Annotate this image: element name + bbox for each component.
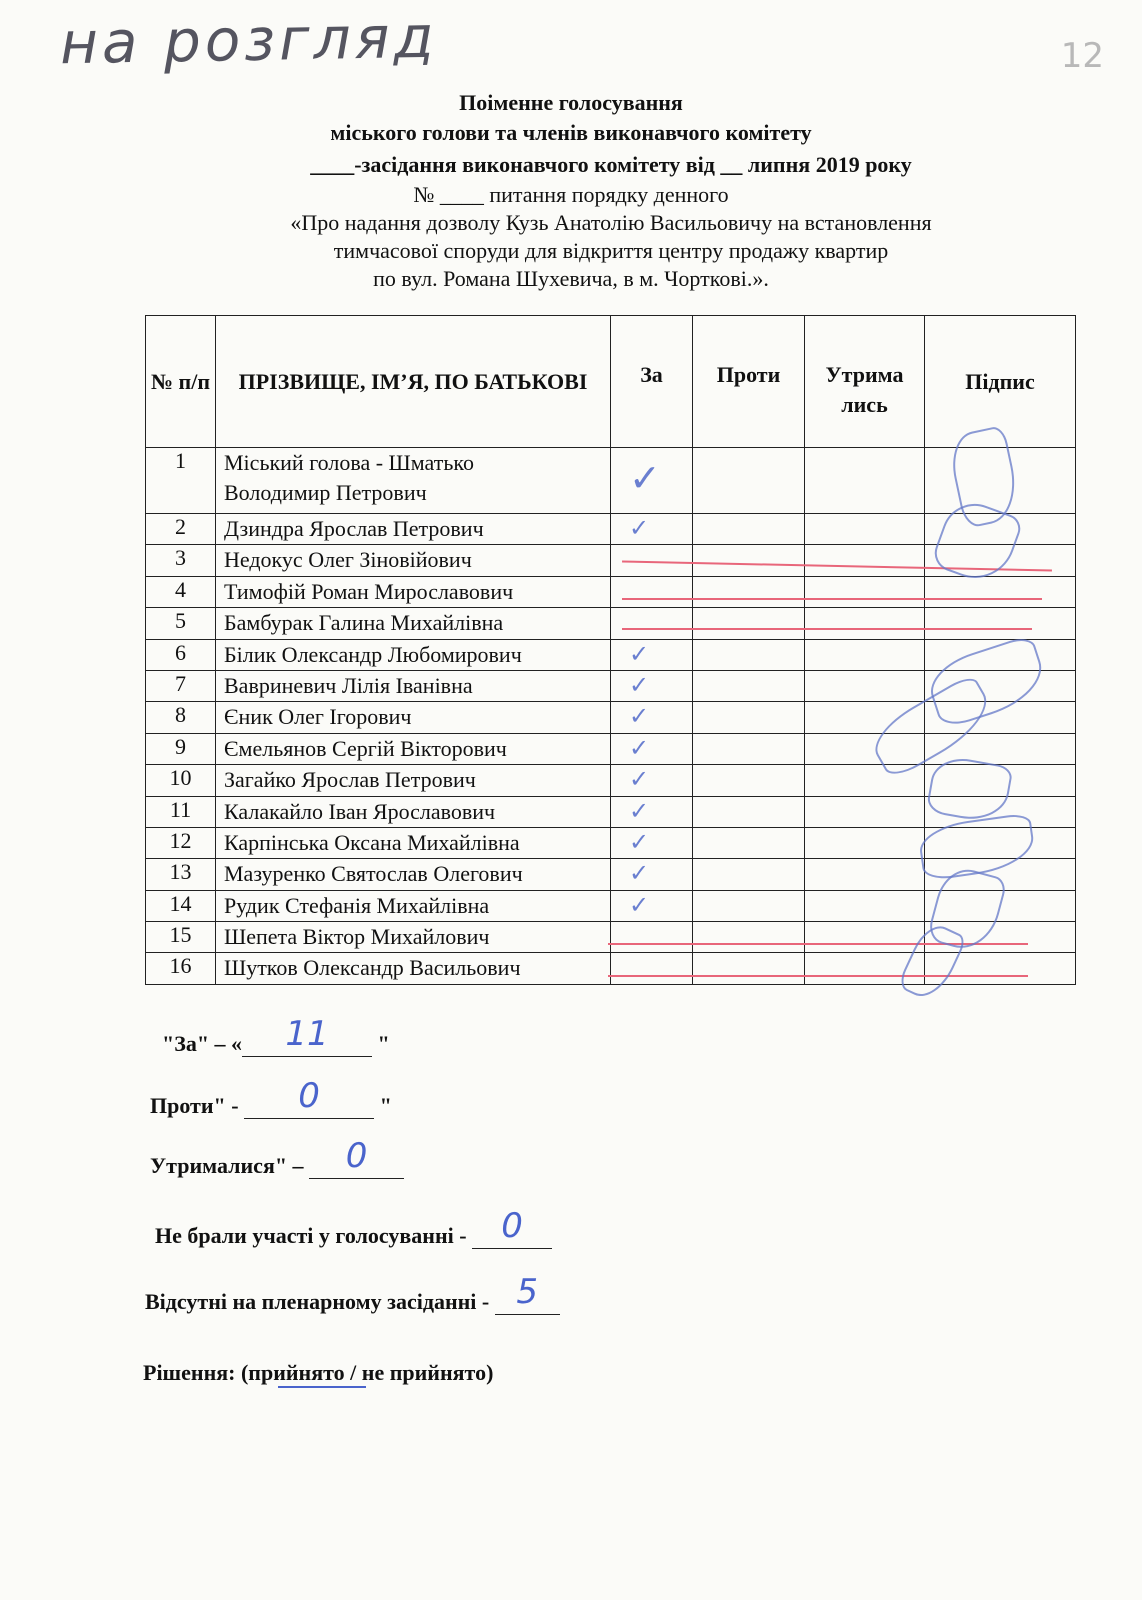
- table-row: [146, 576, 1076, 607]
- row-against-cell: [693, 514, 805, 545]
- row-abstained-cell: [805, 670, 925, 701]
- row-abstained-cell: [805, 859, 925, 890]
- row-abstained-cell: [805, 514, 925, 545]
- summary-not-participated: [155, 1206, 552, 1249]
- agenda-topic-line3: по вул. Романа Шухевича, в м. Чорткові.».: [373, 266, 769, 291]
- row-name: Загайко Ярослав Петрович: [216, 765, 611, 796]
- row-name: Калакайло Іван Ярославович: [216, 796, 611, 827]
- row-number: 12: [146, 827, 216, 858]
- absent-strike-line: [622, 628, 1032, 630]
- row-against-cell: [693, 796, 805, 827]
- row-against-cell: [693, 890, 805, 921]
- row-name: Недокус Олег Зіновійович: [216, 545, 611, 576]
- row-name: Вавриневич Лілія Іванівна: [216, 670, 611, 701]
- meeting-date-line: ____-засідання виконавчого комітету від __ липня 2019 року: [310, 152, 912, 177]
- row-number: 7: [146, 670, 216, 701]
- row-against-cell: [693, 953, 805, 984]
- checkmark-icon: ✓: [629, 456, 661, 500]
- row-against-cell: [693, 702, 805, 733]
- row-against-cell: [693, 545, 805, 576]
- row-name: [216, 448, 611, 514]
- row-number: 9: [146, 733, 216, 764]
- page-number: 12: [1060, 36, 1104, 76]
- row-name: Шепета Віктор Михайлович: [216, 922, 611, 953]
- header-number: № п/п: [146, 316, 216, 448]
- table-row: [146, 448, 1076, 514]
- checkmark-icon: ✓: [629, 514, 650, 542]
- row-number: 10: [146, 765, 216, 796]
- table-row: [146, 639, 1076, 670]
- row-name-line1: Міський голова - Шматько: [224, 450, 474, 475]
- row-for-cell: [611, 796, 693, 827]
- row-for-cell: [611, 608, 693, 639]
- row-name: Бамбурак Галина Михайлівна: [216, 608, 611, 639]
- header-against: Проти: [693, 316, 805, 448]
- row-against-cell: [693, 608, 805, 639]
- summary-for-blank: [242, 1014, 372, 1057]
- row-abstained-cell: [805, 827, 925, 858]
- row-name: Карпінська Оксана Михайлівна: [216, 827, 611, 858]
- agenda-topic-line2: тимчасової споруди для відкриття центру продажу квартир: [333, 238, 889, 263]
- table-row: [146, 608, 1076, 639]
- agenda-item-line: № ____ питання порядку денного: [413, 182, 729, 207]
- row-number: 5: [146, 608, 216, 639]
- summary-not-participated-value: 0: [501, 1206, 523, 1246]
- summary-against: [150, 1076, 392, 1119]
- row-for-cell: [611, 765, 693, 796]
- row-abstained-cell: [805, 545, 925, 576]
- row-abstained-cell: [805, 576, 925, 607]
- summary-abstained-label: Утрималися" –: [150, 1153, 310, 1178]
- header-for: За: [611, 316, 693, 448]
- row-for-cell: [611, 733, 693, 764]
- checkmark-icon: ✓: [629, 765, 650, 794]
- row-name: Білик Олександр Любомирович: [216, 639, 611, 670]
- summary-absent-value: 5: [516, 1272, 539, 1312]
- row-against-cell: [693, 733, 805, 764]
- row-name: Ємельянов Сергій Вікторович: [216, 733, 611, 764]
- checkmark-icon: ✓: [629, 670, 650, 699]
- row-number: 4: [146, 576, 216, 607]
- row-name: Рудик Стефанія Михайлівна: [216, 890, 611, 921]
- row-number: 16: [146, 953, 216, 984]
- summary-abstained: [150, 1136, 404, 1179]
- row-for-cell: [611, 448, 693, 514]
- row-name: Шутков Олександр Васильович: [216, 953, 611, 984]
- row-number: 8: [146, 702, 216, 733]
- checkmark-icon: ✓: [629, 796, 650, 825]
- row-for-cell: [611, 953, 693, 984]
- roll-call-table: [145, 315, 1076, 985]
- summary-for-value: 11: [285, 1014, 329, 1054]
- row-number: 6: [146, 639, 216, 670]
- row-number: 14: [146, 890, 216, 921]
- summary-absent-label: Відсутні на пленарному засіданні -: [145, 1289, 495, 1314]
- row-for-cell: [611, 670, 693, 701]
- row-for-cell: [611, 859, 693, 890]
- row-against-cell: [693, 765, 805, 796]
- summary-absent: [145, 1272, 560, 1315]
- row-number: 15: [146, 922, 216, 953]
- row-abstained-cell: [805, 448, 925, 514]
- row-against-cell: [693, 827, 805, 858]
- row-number: 13: [146, 859, 216, 890]
- agenda-topic-line1: «Про надання дозволу Кузь Анатолію Васильовичу на встановлення: [290, 210, 932, 235]
- row-abstained-cell: [805, 890, 925, 921]
- checkmark-icon: ✓: [629, 827, 650, 856]
- checkmark-icon: ✓: [629, 702, 650, 731]
- row-abstained-cell: [805, 639, 925, 670]
- row-number: 1: [146, 448, 216, 514]
- header-full-name: ПРІЗВИЩЕ, ІМ’Я, ПО БАТЬКОВІ: [216, 316, 611, 448]
- row-for-cell: [611, 922, 693, 953]
- row-against-cell: [693, 448, 805, 514]
- row-for-cell: [611, 639, 693, 670]
- row-abstained-cell: [805, 608, 925, 639]
- row-against-cell: [693, 576, 805, 607]
- row-against-cell: [693, 859, 805, 890]
- subtitle-committee: міського голови та членів виконавчого комітету: [330, 120, 812, 145]
- summary-against-label: Проти" -: [150, 1093, 245, 1118]
- summary-not-participated-label: Не брали участі у голосуванні -: [155, 1223, 473, 1248]
- row-number: 11: [146, 796, 216, 827]
- summary-abstained-value: 0: [345, 1136, 368, 1176]
- checkmark-icon: ✓: [629, 890, 650, 919]
- row-for-cell: [611, 827, 693, 858]
- checkmark-icon: ✓: [629, 733, 650, 762]
- row-for-cell: [611, 576, 693, 607]
- summary-absent-blank: [495, 1272, 560, 1315]
- row-for-cell: [611, 890, 693, 921]
- row-name-line2: Володимир Петрович: [224, 480, 427, 505]
- absent-strike-line: [608, 975, 1028, 977]
- decision-selected-underline: [278, 1386, 366, 1388]
- header-abstained: Утрима лись: [805, 316, 925, 448]
- row-number: 2: [146, 514, 216, 545]
- header-signature: Підпис: [925, 316, 1076, 448]
- row-signature-cell: [925, 576, 1076, 607]
- row-name: Мазуренко Святослав Олегович: [216, 859, 611, 890]
- summary-against-blank: [244, 1076, 374, 1119]
- checkmark-icon: ✓: [629, 639, 650, 668]
- row-name: Єник Олег Ігорович: [216, 702, 611, 733]
- row-name: Тимофій Роман Мирославович: [216, 576, 611, 607]
- row-for-cell: [611, 702, 693, 733]
- row-abstained-cell: [805, 922, 925, 953]
- row-against-cell: [693, 639, 805, 670]
- summary-for-close: ": [372, 1031, 390, 1056]
- handwritten-note: на розгляд: [59, 2, 439, 78]
- row-name: Дзиндра Ярослав Петрович: [216, 514, 611, 545]
- summary-not-participated-blank: [472, 1206, 552, 1249]
- summary-against-value: 0: [298, 1076, 320, 1116]
- summary-for: [162, 1014, 390, 1057]
- checkmark-icon: ✓: [629, 859, 650, 888]
- row-against-cell: [693, 670, 805, 701]
- table-row: [146, 514, 1076, 545]
- absent-strike-line: [622, 598, 1042, 600]
- summary-for-label: "За" – «: [162, 1031, 243, 1056]
- row-for-cell: [611, 514, 693, 545]
- row-abstained-cell: [805, 796, 925, 827]
- row-signature-cell: [925, 608, 1076, 639]
- row-against-cell: [693, 922, 805, 953]
- row-number: 3: [146, 545, 216, 576]
- decision-line: Рішення: (прийнято / не прийнято): [143, 1360, 494, 1385]
- summary-against-close: ": [374, 1093, 392, 1118]
- document-title: Поіменне голосування: [459, 90, 683, 115]
- summary-abstained-blank: [309, 1136, 404, 1179]
